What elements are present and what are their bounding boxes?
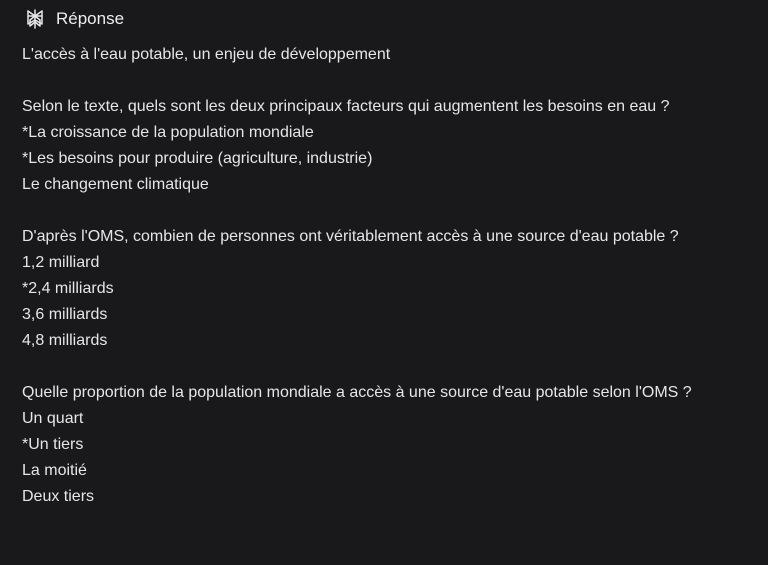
- question-text: D'après l'OMS, combien de personnes ont véritablement accès à une source d'eau potable ?: [22, 228, 679, 245]
- answer-title: L'accès à l'eau potable, un enjeu de développement: [22, 46, 391, 63]
- question-block: [22, 224, 744, 354]
- answer-option: 4,8 milliards: [22, 332, 108, 349]
- answer-option: *Un tiers: [22, 436, 84, 453]
- question-text: Quelle proportion de la population mondiale a accès à une source d'eau potable selon l'OMS ?: [22, 384, 692, 401]
- answer-option: *2,4 milliards: [22, 280, 114, 297]
- answer-option: 1,2 milliard: [22, 254, 100, 271]
- answer-option: *La croissance de la population mondiale: [22, 124, 314, 141]
- answer-option: Deux tiers: [22, 488, 95, 505]
- question-text: Selon le texte, quels sont les deux principaux facteurs qui augmentent les besoins en eau ?: [22, 98, 670, 115]
- question-block: [22, 380, 744, 510]
- answer-option: *Les besoins pour produire (agriculture, industrie): [22, 150, 373, 167]
- answer-option: 3,6 milliards: [22, 306, 108, 323]
- answer-option: Le changement climatique: [22, 176, 209, 193]
- answer-header: [24, 6, 744, 32]
- answer-header-title: Réponse: [56, 9, 125, 28]
- perplexity-logo-icon: [24, 8, 46, 30]
- answer-option: La moitié: [22, 462, 87, 479]
- answer-option: Un quart: [22, 410, 84, 427]
- answer-body: [22, 42, 744, 510]
- question-block: [22, 94, 744, 198]
